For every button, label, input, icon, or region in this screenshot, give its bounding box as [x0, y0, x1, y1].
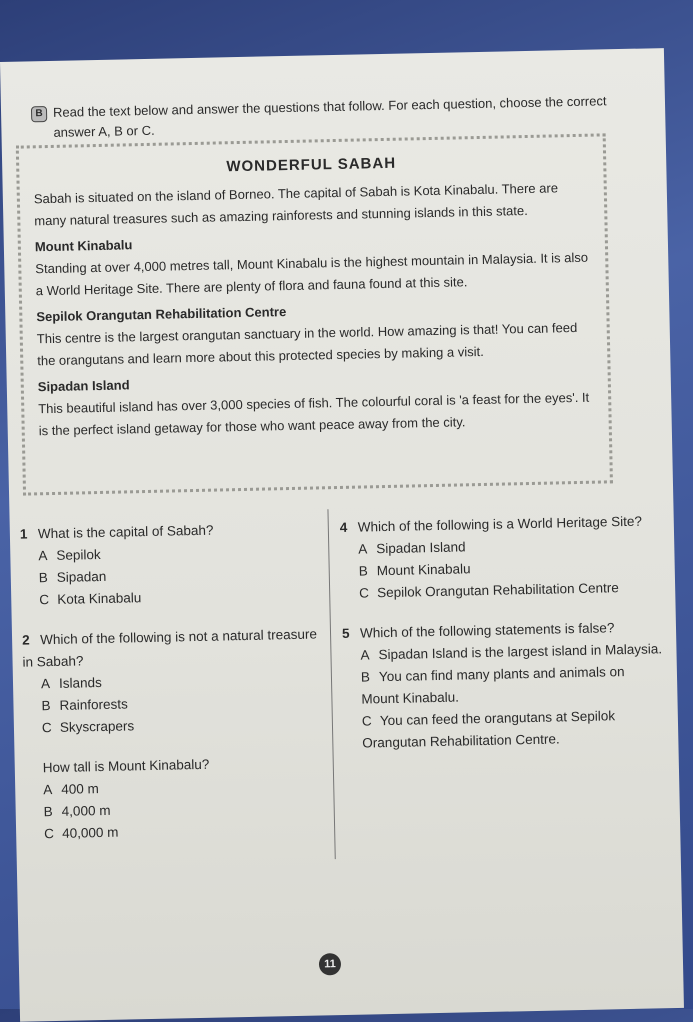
option-text: Kota Kinabalu	[57, 590, 141, 607]
option-text: Islands	[59, 675, 102, 691]
option-letter: A	[360, 644, 378, 666]
question	[22, 623, 324, 739]
reading-passage	[16, 133, 613, 495]
section-text: This beautiful island has over 3,000 species of fish. The colourful coral is 'a feast for the eyes'. It is the perfect island getaway for those who want peace away from the city.	[38, 387, 595, 443]
option-letter: B	[359, 560, 377, 582]
questions-left-column	[20, 517, 327, 863]
option-letter: A	[41, 673, 59, 695]
option-letter: B	[43, 801, 61, 823]
question-stem	[22, 623, 323, 673]
questions-right-column	[340, 510, 665, 773]
option-text: 400 m	[61, 781, 99, 797]
option-text: You can find many plants and animals on Mount Kinabalu.	[361, 664, 624, 707]
section-badge: B	[31, 106, 47, 122]
option-letter: C	[39, 589, 57, 611]
column-divider	[327, 509, 335, 859]
option-text: 40,000 m	[62, 825, 119, 841]
question	[342, 616, 665, 755]
option-letter: C	[362, 710, 380, 732]
option-text: Sepilok	[56, 547, 101, 563]
section-text: Standing at over 4,000 metres tall, Mount Kinabalu is the highest mountain in Malaysia. It is also a World Heritage Site. There are plenty of flora and fauna found at this site.	[35, 247, 592, 303]
option-letter: B	[41, 695, 59, 717]
question-text: Which of the following statements is false?	[360, 620, 615, 640]
page-number: 11	[319, 953, 341, 975]
option-letter: A	[43, 779, 61, 801]
section-heading: Sepilok Orangutan Rehabilitation Centre	[36, 295, 592, 329]
question	[340, 510, 662, 605]
question-number: 4	[340, 517, 358, 539]
question-text: Which of the following is not a natural treasure in Sabah?	[22, 626, 317, 669]
option-letter: C	[44, 823, 62, 845]
passage-intro: Sabah is situated on the island of Borneo. The capital of Sabah is Kota Kinabalu. There are many natural treasures such as amazing rainforests and stunning islands in this state.	[34, 177, 591, 233]
option-letter: C	[359, 582, 377, 604]
question-text: What is the capital of Sabah?	[38, 523, 214, 542]
option-text: Sepilok Orangutan Rehabilitation Centre	[377, 580, 619, 600]
passage-title: WONDERFUL SABAH	[33, 149, 589, 183]
option-letter: C	[42, 717, 60, 739]
option-text: Mount Kinabalu	[377, 561, 471, 578]
option-text: Sipadan Island	[376, 539, 466, 556]
option-letter: A	[38, 545, 56, 567]
question-number: 1	[20, 523, 38, 545]
option-letter: B	[361, 666, 379, 688]
option-letter: B	[39, 567, 57, 589]
option-text: Rainforests	[59, 696, 128, 712]
question-text: How tall is Mount Kinabalu?	[43, 757, 210, 775]
answer-option[interactable]	[344, 704, 665, 755]
question-number: 5	[342, 623, 360, 645]
option-text: 4,000 m	[62, 803, 111, 819]
questions	[20, 510, 660, 523]
section-text: This centre is the largest orangutan sanctuary in the world. How amazing is that! You can feed the orangutans and learn more about this protected species by making a visit.	[37, 317, 594, 373]
worksheet-page	[0, 48, 684, 1022]
question	[25, 751, 327, 845]
option-letter: A	[358, 538, 376, 560]
instruction-text: Read the text below and answer the questions that follow. For each question, choose the correct answer A, B or C.	[53, 93, 607, 140]
option-text: Sipadan	[57, 569, 107, 585]
question	[20, 517, 322, 611]
option-text: You can feed the orangutans at Sepilok Orangutan Rehabilitation Centre.	[362, 708, 615, 750]
answer-option[interactable]	[343, 660, 664, 711]
section-heading: Sipadan Island	[38, 365, 594, 399]
option-text: Skyscrapers	[60, 718, 135, 735]
section-heading: Mount Kinabalu	[35, 225, 591, 259]
question-number: 2	[22, 629, 40, 651]
question-text: Which of the following is a World Heritage Site?	[358, 514, 642, 535]
option-text: Sipadan Island is the largest island in Malaysia.	[378, 641, 662, 662]
